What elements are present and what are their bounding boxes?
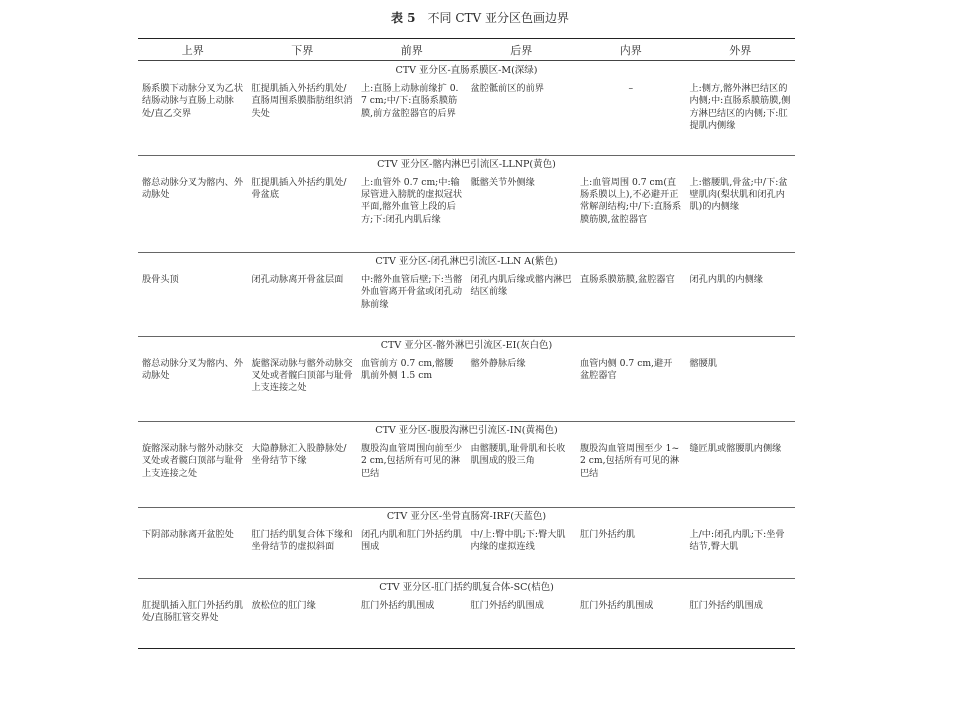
cell-medial: 直肠系膜筋膜,盆腔器官 [576, 270, 686, 336]
cell-posterior: 由髂腰肌,耻骨肌和长收肌围成的股三角 [467, 439, 577, 507]
section-title: CTV 亚分区-直肠系膜区-M(深绿) [395, 65, 538, 76]
cell-lower: 放松位的肛门缘 [248, 596, 358, 648]
cell-posterior: 闭孔内肌后缘或髂内淋巴结区前缘 [467, 270, 577, 336]
section-header-row [138, 336, 795, 354]
section-header-row [138, 155, 795, 173]
cell-medial: 腹股沟血管周围至少 1~2 cm,包括所有可见的淋巴结 [576, 439, 686, 507]
cell-upper: 下阴部动脉离开盆腔处 [138, 525, 248, 579]
table-row [138, 596, 795, 648]
cell-lower: 肛提肌插入外括约肌处/直肠周围系膜脂肪组织消失处 [248, 79, 358, 155]
cell-posterior: 肛门外括约肌围成 [467, 596, 577, 648]
section-header-row [138, 253, 795, 271]
table-row [138, 354, 795, 422]
cell-lower: 大隐静脉汇入股静脉处/坐骨结节下缘 [248, 439, 358, 507]
table-row [138, 270, 795, 336]
cell-upper: 股骨头顶 [138, 270, 248, 336]
cell-lateral: 髂腰肌 [686, 354, 796, 422]
cell-lateral: 上:髂腰肌,骨盆;中/下:盆壁肌肉(梨状肌和闭孔内肌)的内侧缘 [686, 173, 796, 253]
header-row [138, 39, 795, 61]
cell-anterior: 血管前方 0.7 cm,髂腰肌前外侧 1.5 cm [357, 354, 467, 422]
cell-anterior: 肛门外括约肌围成 [357, 596, 467, 648]
cell-lateral: 上:侧方,髂外淋巴结区的内侧;中:直肠系膜筋膜,侧方淋巴结区的内侧;下:肛提肌内侧缘 [686, 79, 796, 155]
section-header-row [138, 507, 795, 525]
boundary-table [138, 38, 795, 649]
section-title: CTV 亚分区-腹股沟淋巴引流区-IN(黄褐色) [375, 425, 558, 436]
cell-posterior: 中/上:臀中肌;下:臀大肌内缘的虚拟连线 [467, 525, 577, 579]
header-anterior: 前界 [357, 39, 467, 61]
cell-posterior: 髂外静脉后缘 [467, 354, 577, 422]
section-title: CTV 亚分区-闭孔淋巴引流区-LLN A(紫色) [375, 256, 558, 267]
cell-anterior: 上:直肠上动脉前缘扩 0.7 cm;中/下:直肠系膜筋膜,前方盆腔器官的后界 [357, 79, 467, 155]
header-posterior: 后界 [467, 39, 577, 61]
cell-medial: 肛门外括约肌围成 [576, 596, 686, 648]
cell-lower: 闭孔动脉离开骨盆层面 [248, 270, 358, 336]
table-row [138, 173, 795, 253]
cell-lateral: 闭孔内肌的内侧缘 [686, 270, 796, 336]
cell-upper: 旋髂深动脉与髂外动脉交叉处或者髋臼顶部与耻骨上支连接之处 [138, 439, 248, 507]
table-row [138, 79, 795, 155]
table-row [138, 525, 795, 579]
section-header-row [138, 422, 795, 440]
cell-anterior: 闭孔内肌和肛门外括约肌围成 [357, 525, 467, 579]
section-title: CTV 亚分区-坐骨直肠窝-IRF(天蓝色) [386, 510, 547, 522]
cell-anterior: 中:髂外血管后壁;下:当髂外血管离开骨盆或闭孔动脉前缘 [357, 270, 467, 336]
cell-anterior: 上:血管外 0.7 cm;中:输尿管进入膀胱的虚拟冠状平面,髂外血管上段的后方;下:闭孔内肌后缘 [357, 173, 467, 253]
section-header-row [138, 579, 795, 597]
cell-posterior: 盆腔骶前区的前界 [467, 79, 577, 155]
table-row [138, 439, 795, 507]
cell-upper: 肠系膜下动脉分叉为乙状结肠动脉与直肠上动脉处/直乙交界 [138, 79, 248, 155]
table-number: 表 5 [390, 11, 416, 25]
header-upper: 上界 [138, 39, 248, 61]
cell-lower: 旋髂深动脉与髂外动脉交叉处或者髋臼顶部与耻骨上支连接之处 [248, 354, 358, 422]
section-title: CTV 亚分区-髂外淋巴引流区-EI(灰白色) [380, 339, 553, 351]
cell-medial: – [576, 79, 686, 155]
cell-upper: 髂总动脉分叉为髂内、外动脉处 [138, 354, 248, 422]
header-medial: 内界 [576, 39, 686, 61]
cell-lateral: 上/中:闭孔内肌;下:坐骨结节,臀大肌 [686, 525, 796, 579]
cell-anterior: 腹股沟血管周围向前至少 2 cm,包括所有可见的淋巴结 [357, 439, 467, 507]
cell-lateral: 肛门外括约肌围成 [686, 596, 796, 648]
cell-upper: 髂总动脉分叉为髂内、外动脉处 [138, 173, 248, 253]
table-title [0, 10, 960, 26]
section-header-row [138, 61, 795, 80]
cell-lower: 肛提肌插入外括约肌处/骨盆底 [248, 173, 358, 253]
section-title: CTV 亚分区-髂内淋巴引流区-LLNP(黄色) [377, 158, 556, 170]
cell-medial: 上:血管周围 0.7 cm(直肠系膜以上),不必避开正常解剖结构;中/下:直肠系膜筋膜,盆腔器官 [576, 173, 686, 253]
cell-lateral: 缝匠肌或髂腰肌内侧缘 [686, 439, 796, 507]
section-title: CTV 亚分区-肛门括约肌复合体-SC(桔色) [379, 582, 554, 593]
cell-medial: 肛门外括约肌 [576, 525, 686, 579]
cell-upper: 肛提肌插入肛门外括约肌处/直肠肛管交界处 [138, 596, 248, 648]
cell-posterior: 骶髂关节外侧缘 [467, 173, 577, 253]
cell-medial: 血管内侧 0.7 cm,避开盆腔器官 [576, 354, 686, 422]
header-lateral: 外界 [686, 39, 796, 61]
table-caption: 不同 CTV 亚分区色画边界 [427, 11, 569, 25]
cell-lower: 肛门括约肌复合体下缘和坐骨结节的虚拟斜面 [248, 525, 358, 579]
header-lower: 下界 [248, 39, 358, 61]
